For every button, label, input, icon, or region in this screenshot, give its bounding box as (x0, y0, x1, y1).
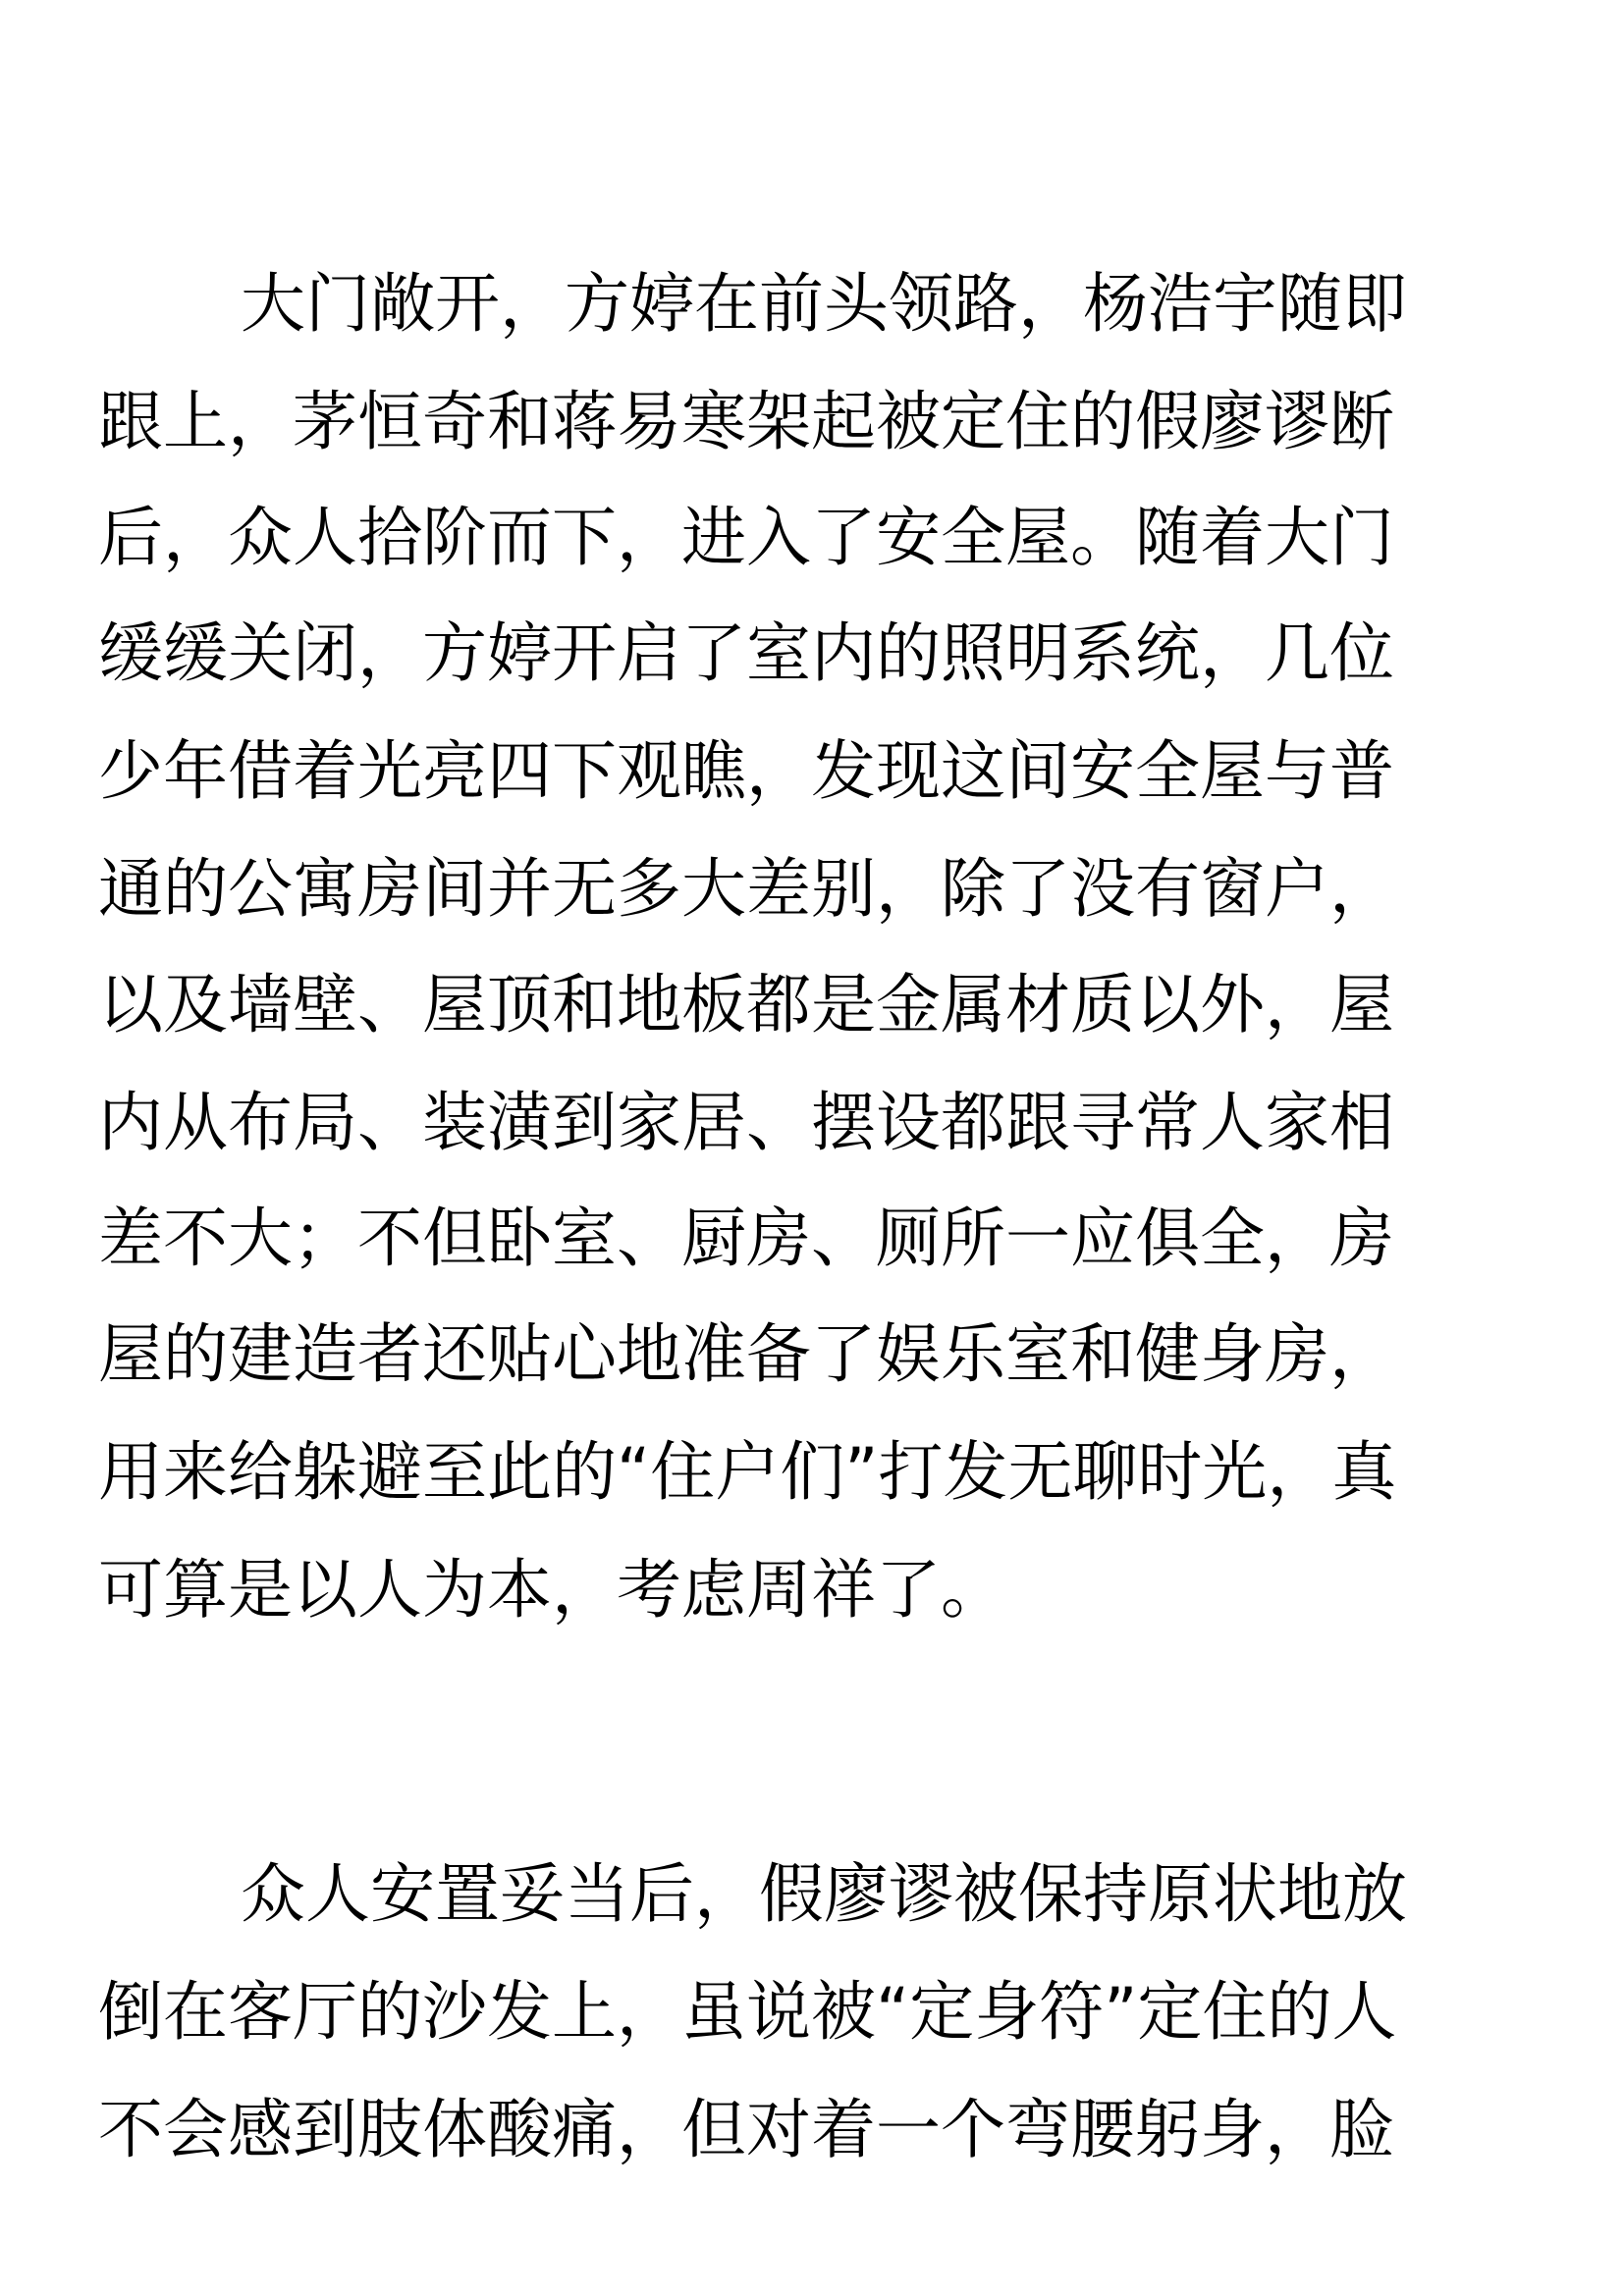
paragraph-line: 跟上，茅恒奇和蒋易寒架起被定住的假廖谬断 (98, 384, 1394, 459)
paragraph-line: 不会感到肢体酸痛，但对着一个弯腰躬身，脸 (98, 2092, 1394, 2167)
paragraph-line: 众人安置妥当后，假廖谬被保持原状地放 (241, 1856, 1407, 1932)
paragraph-line: 通的公寓房间并无多大差别，除了没有窗户， (98, 851, 1394, 927)
paragraph-line: 缓缓关闭，方婷开启了室内的照明系统，几位 (98, 615, 1394, 691)
paragraph-line: 以及墙壁、屋顶和地板都是金属材质以外，屋 (98, 967, 1394, 1042)
paragraph-line: 可算是以人为本，考虑周祥了。 (98, 1552, 1005, 1628)
paragraph-line: 后，众人拾阶而下，进入了安全屋。随着大门 (98, 500, 1394, 575)
paragraph-line: 内从布局、装潢到家居、摆设都跟寻常人家相 (98, 1085, 1394, 1160)
paragraph-line: 大门敞开，方婷在前头领路，杨浩宇随即 (241, 266, 1407, 342)
paragraph-line: 差不大；不但卧室、厨房、厕所一应俱全，房 (98, 1201, 1394, 1276)
paragraph-line: 屋的建造者还贴心地准备了娱乐室和健身房， (98, 1316, 1394, 1392)
paragraph-line: 用来给躲避至此的“住户们”打发无聊时光，真 (98, 1434, 1397, 1510)
paragraph-line: 少年借着光亮四下观瞧，发现这间安全屋与普 (98, 733, 1394, 809)
paragraph-line: 倒在客厅的沙发上，虽说被“定身符”定住的人 (98, 1974, 1397, 2050)
